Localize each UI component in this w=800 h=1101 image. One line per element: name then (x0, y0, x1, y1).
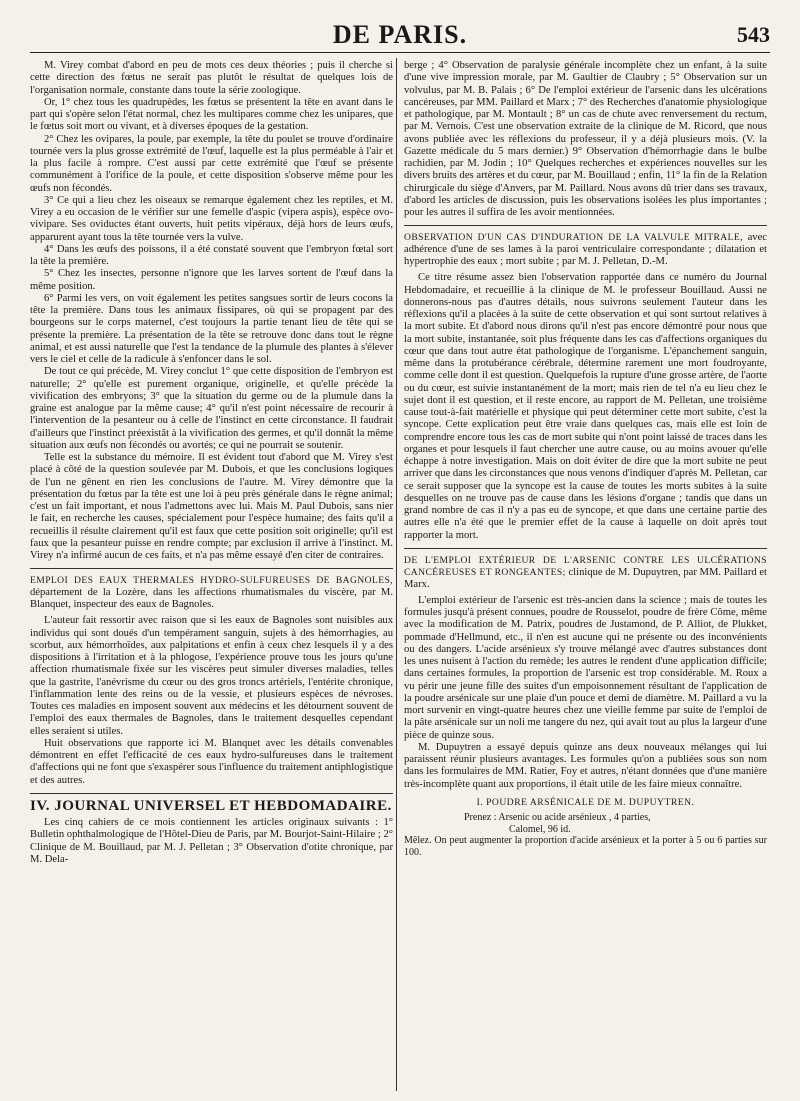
paragraph: L'auteur fait ressortir avec raison que si les eaux de Bagnoles sont nuisibles aux individus qui sont doués d'un tempérament sanguin, sujets à des hémorrhagies, au scorbut, aux hémorrhoïdes, aux palpitations et enfin à ceux chez lesquels il y a des dispositions à l'irritation et à la phlogose, l'expérience prouve tous les jours qu'une affection rhumatismale fixée sur les viscères peut simuler diverses maladies, telles que la gastrite, l'anévrisme du cœur ou des gros troncs artériels, l'entérite chronique, l'inflammation lente des reins ou de la vessie, et plusieurs espèces de névroses. Toutes ces maladies en imposent souvent aux médecins et les détournent souvent de l'emploi des eaux thermales de Bagnoles, dans le traitement desquelles cependant elles seraient si utiles. (30, 615, 393, 737)
section-heading-subtitle: département de la Lozère, dans les affections rhumatismales du viscère, par M. Blanquet, inspecteur des eaux de Bagnoles. (30, 587, 393, 611)
section-rule (404, 225, 767, 226)
section-heading: IV. JOURNAL UNIVERSEL ET HEBDOMADAIRE. (30, 797, 392, 814)
section-heading-subtitle: clinique de M. Dupuytren, par MM. Paillard et Marx. (404, 566, 767, 590)
page-header (30, 14, 770, 54)
column-divider (396, 58, 397, 1091)
paragraph: De tout ce qui précède, M. Virey conclut 1° que cette disposition de l'embryon est naturelle; 2° qu'elle est purement organique, originelle, et qu'elle précède la vivification des embryons; 3° que la situation du germe ou de la plumule dans la graine est analogue par la même cause; 4° qu'il n'est point nécessaire de recourir à l'intervention de la pesanteur ou à celle de l'instinct en cette circonstance. Il faudrait d'ailleurs que l'instinct préexistât à la vivification des germes, et qu'il donnât la même situation aux œufs non fécondés ou avortés; ce qui ne pourrait se soutenir. (30, 366, 393, 451)
paragraph: Ce titre résume assez bien l'observation rapportée dans ce numéro du Journal Hebdomadaire, et recueillie à la clinique de M. le professeur Bouillaud. Aussi ne donnerons-nous pas d'autres détails, nous suivrons seulement l'auteur dans les réflexions qu'il a placées à la suite de cette observation et qui sont surtout relatives à la mort subite. Et d'abord nous dirons qu'il n'est pas encore démontré pour nous que la mort subite, instantanée, soit plus fréquente dans les cas d'affections organiques du cœur que dans tout autre état pathologique de l'organisme. L'épanchement sanguin, même dans la protubérance cérébrale, détermine rarement une mort foudroyante, comme celle dont il est question. Quelquefois la rupture d'une grosse artère, de l'aorte ou du cœur, est suivie instantanément de la mort; mais rien de tel n'a eu lieu chez le sujet dont il est question, et il reste encore, au rapport de M. Pelletan, une troisième cause tout-à-fait matérielle et physique qui peut déterminer cette mort subite, c'est la syncope. Cette explication peut être vraie dans quelques cas, mais elle est loin de comprendre encore tous les cas de mort subite qui n'ont point laissé de traces dans les organes et pour lesquels il faut chercher une autre cause, ou au moins avouer qu'elle échappe à notre investigation. Mais on doit éviter de dire que la mort subite ne peut arriver que dans les circonstances que nous venons d'indiquer d'après M. Pelletan, car ce serait supposer que la syncope est la cause de toutes les morts subites à la suite desquelles on ne trouve pas de cause dans les lésions d'organe ; tandis que dans un grand nombre de cas il n'y a pas eu de syncope, et que dans une certaine partie des autres elle n'a été que le premier effet de la cause à laquelle on doit après tout rapporter la mort. (404, 272, 767, 541)
paragraph: M. Dupuytren a essayé depuis quinze ans deux nouveaux mélanges qui lui paraissent réunir plusieurs avantages. Les formules qu'on a publiées sous son nom dans les formulaires de MM. Ratier, Foy et autres, n'étant données que d'une manière très-incomplète quant aux proportions, il était utile de les faire mieux connaître. (404, 741, 767, 790)
paragraph: 4° Dans les œufs des poissons, il a été constaté souvent que l'embryon fœtal sort la tête la première. (30, 243, 393, 267)
page-number: 543 (737, 22, 770, 47)
section-heading-title: OBSERVATION D'UN CAS D'INDURATION DE LA VALVULE MITRALE, (404, 232, 743, 244)
formula-line: Prenez : Arsenic ou acide arsénieux , 4 parties, (464, 812, 651, 823)
formula-line: Calomel, 96 id. (509, 823, 571, 835)
running-title: DE PARIS. (332, 20, 468, 49)
paragraph: M. Virey combat d'abord en peu de mots ces deux théories ; puis il cherche si cette direction des fœtus ne serait pas plutôt le résultat de quelques lois de l'organisation normale, constante dans toute la série zoologique. (30, 60, 393, 96)
paragraph: Les cinq cahiers de ce mois contiennent les articles originaux suivants : 1° Bulletin ophthalmologique de l'Hôtel-Dieu de Paris, par M. Bourjot-Saint-Hilaire ; 2° Clinique de M. Bouillaud, par M. J. Pelletan ; 3° Observation d'otite chronique, par M. Dela- (30, 817, 393, 865)
formula-title: I. POUDRE ARSÉNICALE DE M. DUPUYTREN. (476, 796, 695, 808)
right-column (404, 60, 767, 1091)
section-heading-title: DE L'EMPLOI EXTÉRIEUR DE L'ARSENIC CONTRE LES ULCÉRATIONS CANCÉREUSES ET RONGEANTES; (404, 554, 767, 578)
section-rule (404, 548, 767, 549)
paragraph: L'emploi extérieur de l'arsenic est très-ancien dans la science ; mais de toutes les formules jusqu'à présent connues, poudre de Rousselot, poudre de frère Côme, même avec la modification de M. Patrix, poudres de Justamond, de P. Alliot, de Plukket, pommade d'Hellmund, etc., il n'en est aucune qui ne présente ou des inconvénients ou des dangers. L'acide arsénieux s'y trouve mélangé avec d'autres substances dont les unes nuisent à l'action du remède; les autres le rendent d'une application difficile; dans certaines formules, la proportion de l'arsenic est trop considérable. M. Roux a vu périr une jeune fille des suites d'un empoisonnement résultant de l'application de la poudre arsénicale sur une plaie d'un pouce et demi de diamètre. M. Paillard a vu la mort survenir en vingt-quatre heures chez une vieille femme par suite de l'emploi de la pâte arsénicale sur un noli me tangere du nez, qui avait tout au plus la largeur d'une pièce de quinze sous. (404, 594, 767, 741)
header-rule (30, 52, 770, 53)
section-heading-subtitle: avec adhérence d'une de ses lames à la paroi ventriculaire correspondante ; dilatation et hypertrophie des eaux ; mort subite ; par M. J. Pelletan, D.-M. (404, 232, 767, 268)
section-heading-title: EMPLOI DES EAUX THERMALES HYDRO-SULFUREUSES DE BAGNOLES, (30, 575, 393, 587)
section-heading (30, 575, 393, 611)
paragraph: 2° Chez les ovipares, la poule, par exemple, la tête du poulet se trouve d'ordinaire tournée vers la plus grosse extrémité de l'œuf, laquelle est la plus perméable à l'air et la plus facile à rompre. C'est aussi par cette extrémité que l'œuf se présente communément à l'orifice de la poule, et cette disposition s'observe même pour les œufs non fécondés. (30, 133, 393, 194)
paragraph: Or, 1° chez tous les quadrupèdes, les fœtus se présentent la tête en avant dans le part qui s'opère selon l'état normal, chez les multipares comme chez les unipares, que le fœtus soit mort ou vivant, et à diverses époques de la gestation. (30, 96, 393, 133)
paragraph: berge ; 4° Observation de paralysie générale incomplète chez un enfant, à la suite d'une vive impression morale, par M. Gaultier de Claubry ; 5° Observation sur un volvulus, par M. B. Palais ; 6° De l'emploi extérieur de l'arsenic dans les ulcérations cancéreuses, par MM. Paillard et Marx ; 7° des Recherches d'anatomie physiologique et pathologique, par M. Montault ; 8° un cas de chute avec renversement du rectum, par M. Vernois. C'est une observation extraite de la clinique de M. Ricord, que nous avons publiée avec les réflexions du professeur, il y a déjà plusieurs mois. (V. la Gazette médicale du 5 mars dernier.) 9° Observation d'hémorrhagie dans le bulbe rachidien, par M. Jodin ; 10° Quelques recherches et expériences nouvelles sur les divers bruits des artères et du cœur, par M. Bouillaud ; enfin, 11° la fin de la Relation chirurgicale du siège d'Anvers, par M. Paillard. Nous avons dû trier dans ses travaux, d'abord les articles de discussion, puis les observations isolées les plus importantes ; pour les autres il suffira de les avoir mentionnées. (404, 60, 767, 218)
paragraph: 5° Chez les insectes, personne n'ignore que les larves sortent de l'œuf dans la même position. (30, 268, 393, 292)
section-rule (30, 568, 393, 569)
section-rule (30, 793, 393, 794)
paragraph: 6° Parmi les vers, on voit également les petites sangsues sortir de leurs cocons la tête la première. Dans tous les animaux fissipares, où qui se propagent par des bourgeons sur le corps maternel, c'est toujours la partie tenant lieu de tête qui se présente la première. La présentation de la tête se retrouve donc dans tout le règne animal, et est aussi naturelle que l'est la tendance de la plumule des plantes à s'élever vers le ciel et celle de la radicule à s'enfoncer dans le sol. (30, 292, 393, 365)
left-column (30, 60, 393, 1091)
section-heading (404, 232, 767, 268)
paragraph: Huit observations que rapporte ici M. Blanquet avec les détails convenables démontrent en effet l'efficacité de ces eaux hydro-sulfureuses dans le traitement d'affections qui ne font que s'exaspérer sous l'influence du traitement antiphlogistique et des autres. (30, 737, 393, 786)
formula-line: Mêlez. On peut augmenter la proportion d'acide arsénieux et la porter à 5 ou 6 parties sur 100. (404, 835, 767, 858)
section-heading (404, 555, 767, 591)
paragraph: Telle est la substance du mémoire. Il est évident tout d'abord que M. Virey s'est placé à côté de la question soulevée par M. Dubois, et que les conclusions logiques de l'un ne gênent en rien les conclusions de l'autre. M. Virey démontre que la présentation du fœtus par la tête est une loi à peu près générale dans le règne animal; c'est un fait important, et nous l'admettons avec lui. Mais M. Paul Dubois, sans nier le fait, en recherche les causes, spécialement pour l'espèce humaine; des faits qu'il a recueillis il résulte clairement qu'il est faux que cette position soit originelle; qu'il est faux que la pesanteur puisse en rendre compte; par exclusion il arrive à l'instinct. M. Virey n'a infirmé aucun de ces faits, et n'a pas même essayé d'en citer de contraires. (30, 452, 393, 561)
paragraph: 3° Ce qui a lieu chez les oiseaux se remarque également chez les reptiles, et M. Virey a eu occasion de le vérifier sur une femelle d'aspic (vipera aspis), espèce ovo-vivipare. Ses oviductes étant ouverts, huit petits vipéraux, déjà hors de leurs œufs, apparurent ayant tous la tête tournée vers la vulve. (30, 194, 393, 243)
